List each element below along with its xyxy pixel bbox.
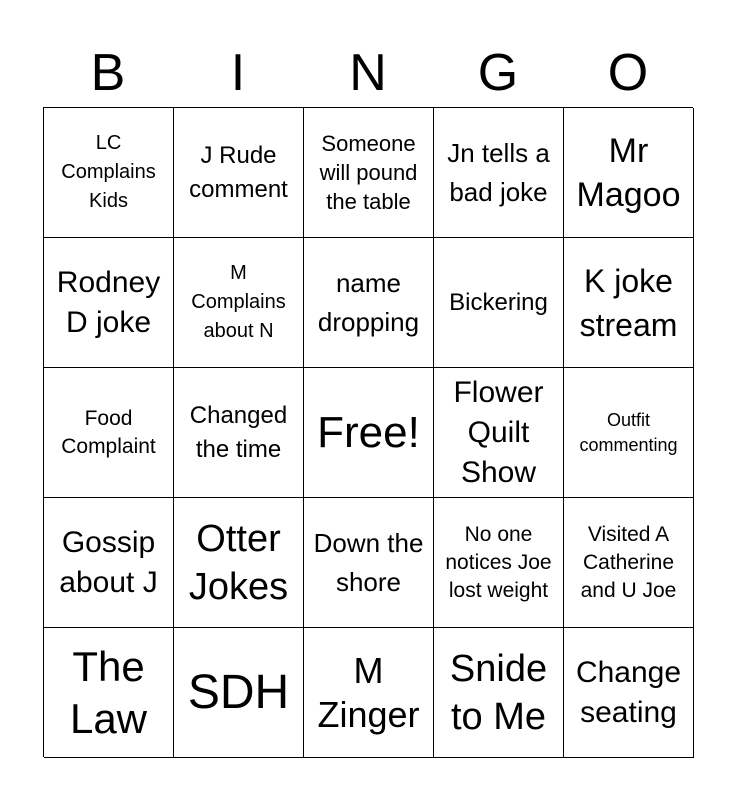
bingo-cell free-space[interactable] bbox=[304, 368, 434, 498]
cell-text: Food Complaint bbox=[61, 406, 156, 458]
bingo-cell[interactable] bbox=[44, 238, 174, 368]
cell-text: No one notices Joe lost weight bbox=[445, 522, 552, 602]
cell-text: Change seating bbox=[575, 655, 682, 729]
cell-text: Mr Magoo bbox=[576, 131, 681, 214]
bingo-cell[interactable] bbox=[174, 238, 304, 368]
cell-text: Rodney D joke bbox=[56, 265, 161, 339]
cell-text: Visited A Catherine and U Joe bbox=[580, 522, 677, 602]
bingo-cell[interactable] bbox=[174, 108, 304, 238]
bingo-header bbox=[43, 40, 693, 106]
header-letter-i: I bbox=[230, 44, 246, 102]
free-space-text: Free! bbox=[317, 407, 420, 457]
cell-text: Changed the time bbox=[189, 401, 288, 463]
header-letter-o: O bbox=[607, 44, 649, 102]
cell-text: K joke stream bbox=[579, 262, 678, 343]
cell-text: Jn tells a bad joke bbox=[447, 137, 550, 207]
cell-text: Outfit commenting bbox=[579, 409, 678, 455]
header-letter-g: G bbox=[477, 44, 519, 102]
bingo-cell[interactable] bbox=[304, 238, 434, 368]
bingo-cell[interactable] bbox=[564, 368, 694, 498]
bingo-cell[interactable] bbox=[44, 368, 174, 498]
cell-text: SDH bbox=[187, 665, 290, 719]
bingo-cell[interactable] bbox=[434, 238, 564, 368]
header-letter-n: N bbox=[349, 44, 387, 102]
bingo-cell[interactable] bbox=[304, 498, 434, 628]
bingo-cell[interactable] bbox=[304, 108, 434, 238]
bingo-cell[interactable] bbox=[44, 108, 174, 238]
bingo-cell[interactable] bbox=[434, 498, 564, 628]
bingo-cell[interactable] bbox=[44, 498, 174, 628]
bingo-cell[interactable] bbox=[434, 108, 564, 238]
bingo-cell[interactable] bbox=[174, 368, 304, 498]
cell-text: Bickering bbox=[449, 288, 548, 316]
header-letter-b: B bbox=[90, 44, 126, 102]
bingo-cell[interactable] bbox=[564, 628, 694, 758]
bingo-cell[interactable] bbox=[44, 628, 174, 758]
cell-text: The Law bbox=[69, 642, 148, 742]
bingo-cell[interactable] bbox=[564, 498, 694, 628]
bingo-cell[interactable] bbox=[434, 628, 564, 758]
cell-text: J Rude comment bbox=[189, 141, 288, 203]
cell-text: Down the shore bbox=[313, 527, 424, 597]
cell-text: Snide to Me bbox=[449, 647, 548, 738]
cell-text: Otter Jokes bbox=[188, 517, 289, 608]
bingo-cell[interactable] bbox=[564, 238, 694, 368]
cell-text: Gossip about J bbox=[59, 525, 158, 599]
bingo-cell[interactable] bbox=[434, 368, 564, 498]
bingo-cell[interactable] bbox=[304, 628, 434, 758]
cell-text: Someone will pound the table bbox=[319, 131, 418, 214]
bingo-card-grid bbox=[43, 107, 693, 757]
cell-text: M Zinger bbox=[317, 649, 420, 735]
cell-text: Flower Quilt Show bbox=[453, 375, 544, 489]
bingo-cell[interactable] bbox=[174, 628, 304, 758]
cell-text: LC Complains Kids bbox=[61, 132, 156, 212]
bingo-cell[interactable] bbox=[564, 108, 694, 238]
cell-text: M Complains about N bbox=[191, 262, 286, 342]
bingo-cell[interactable] bbox=[174, 498, 304, 628]
cell-text: name dropping bbox=[317, 267, 420, 337]
